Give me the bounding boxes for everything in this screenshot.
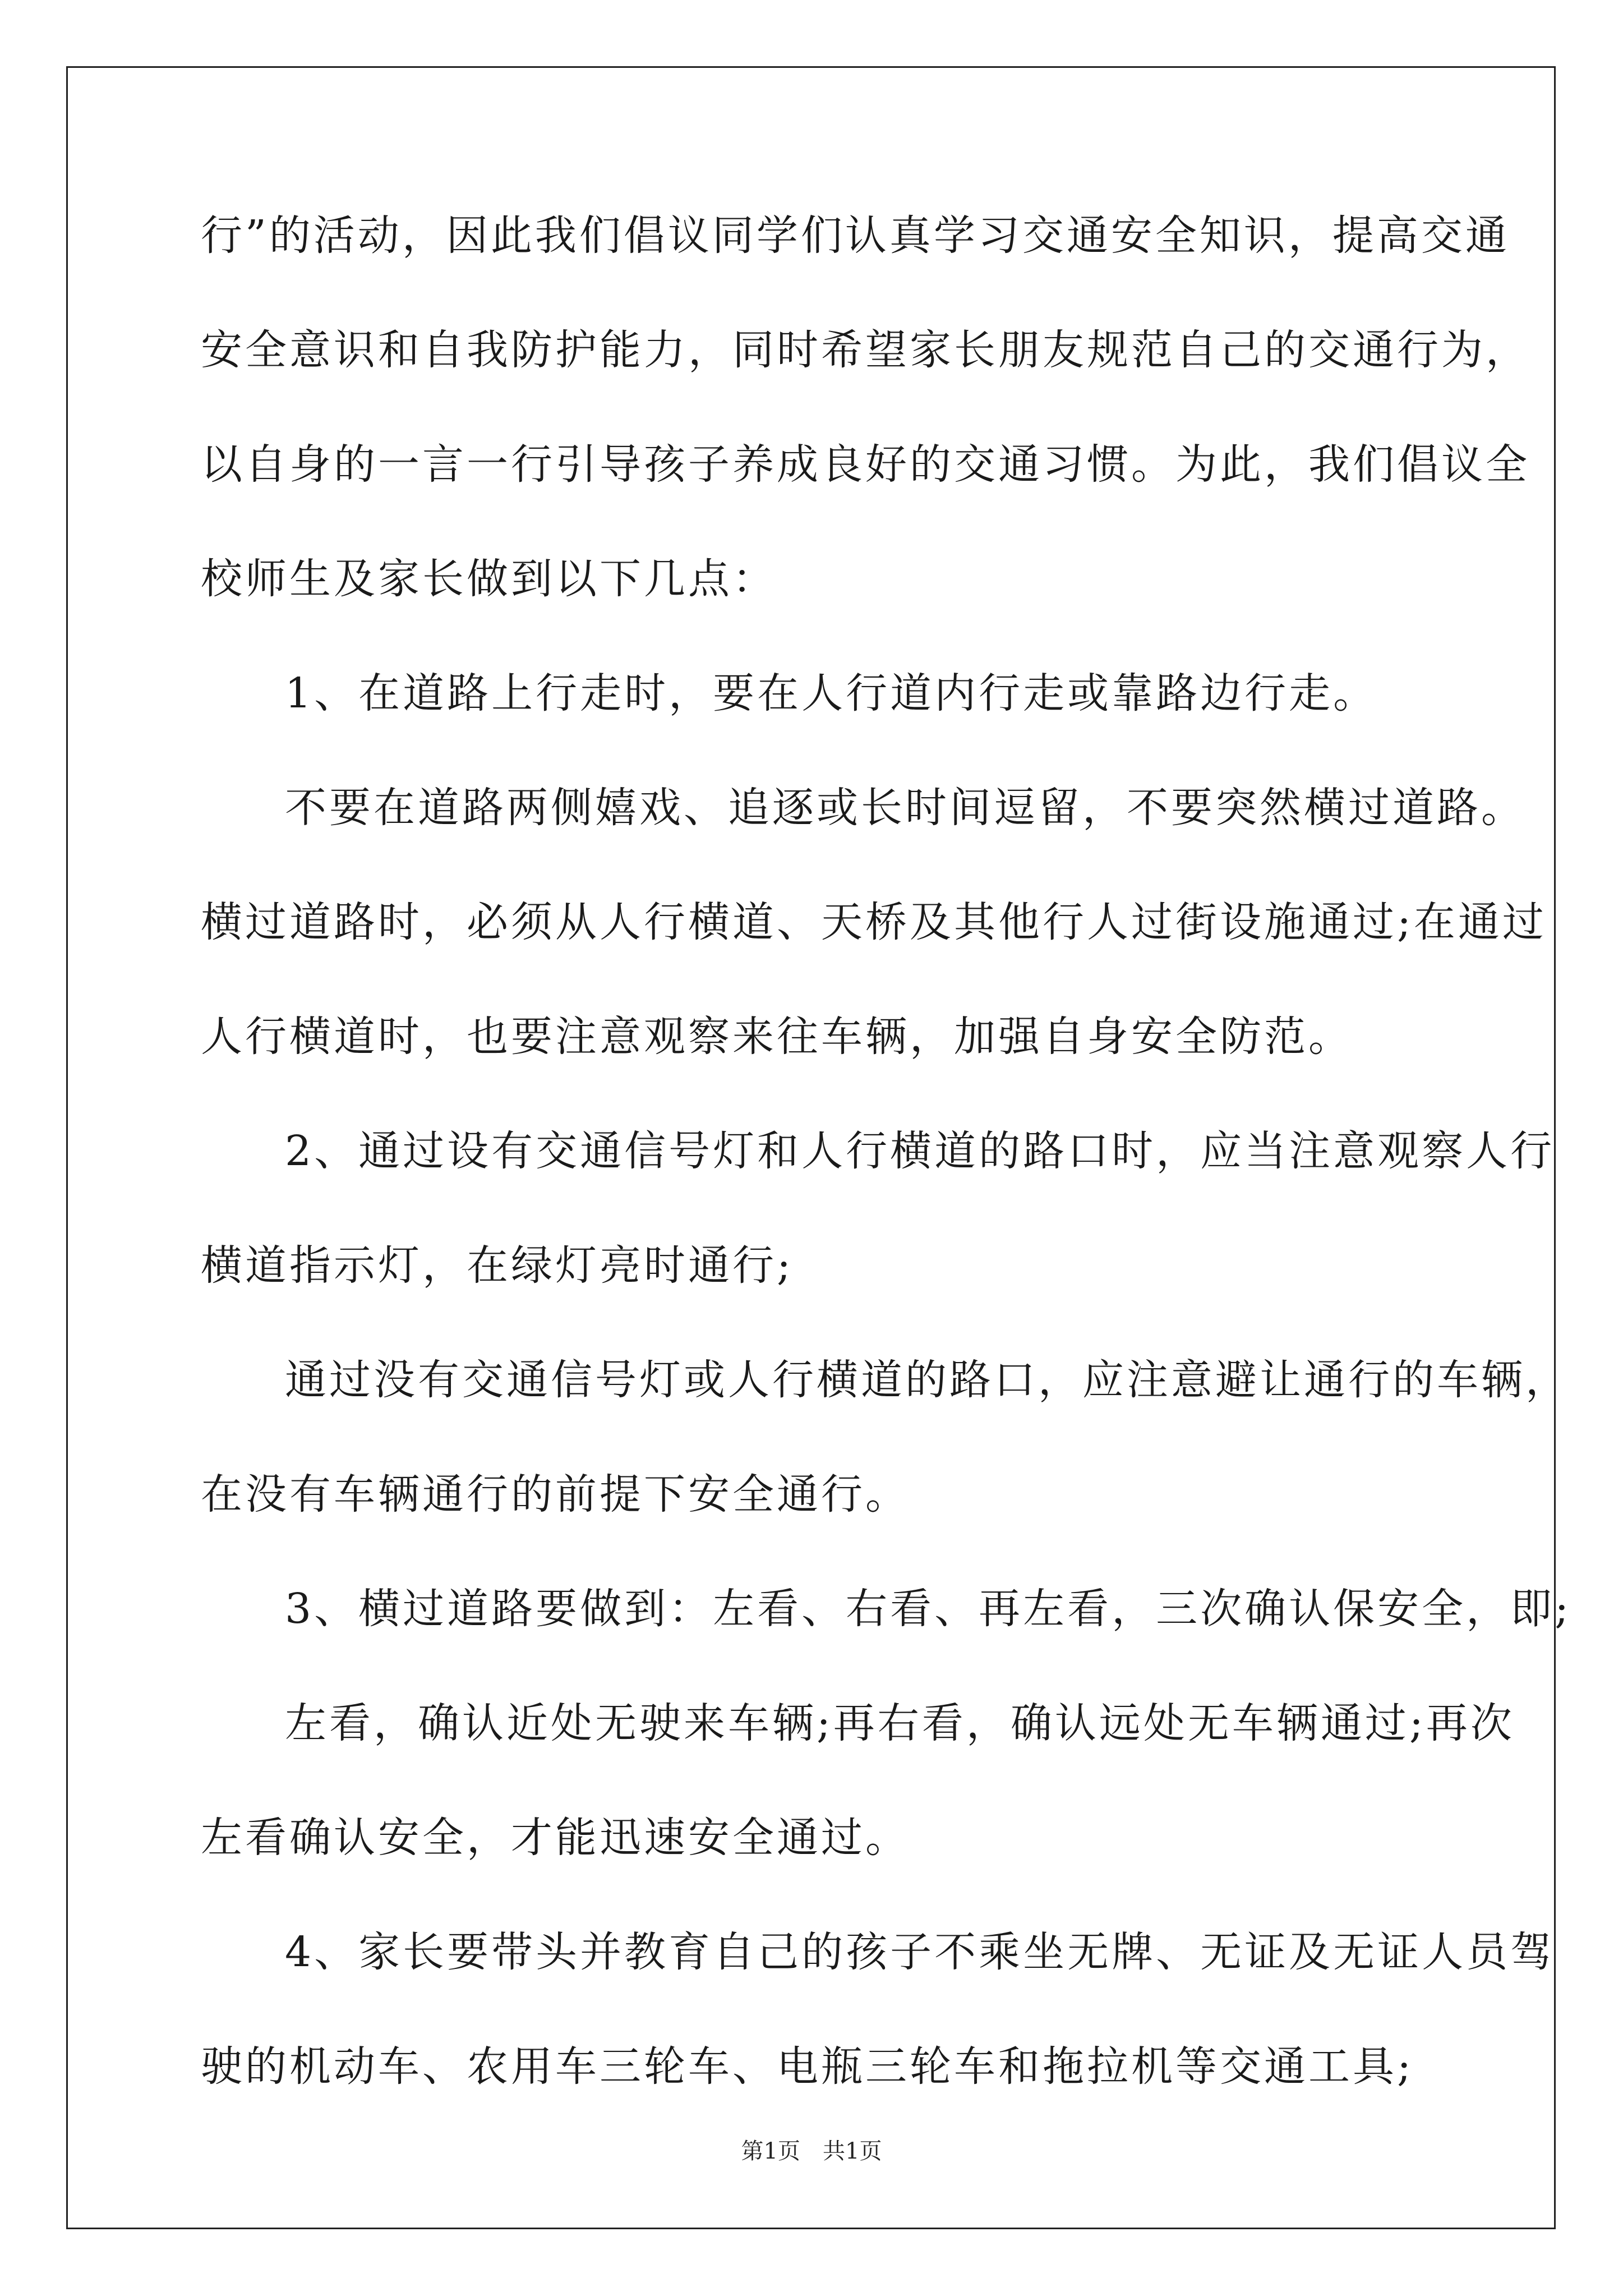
document-body [201,208,1572,2153]
text-line: 安全意识和自我防护能力，同时希望家长朋友规范自己的交通行为， [201,326,1530,374]
paragraph-start-line: 1、在道路上行走时，要在人行道内行走或靠路边行走。 [285,669,1378,717]
text-line: 行”的活动，因此我们倡议同学们认真学习交通安全知识，提高交通 [201,211,1510,260]
paragraph-start-line: 左看，确认近处无驶来车辆;再右看，确认远处无车辆通过;再次 [285,1699,1515,1747]
text-line: 驶的机动车、农用车三轮车、电瓶三轮车和拖拉机等交通工具; [201,2042,1414,2091]
text-line: 横过道路时，必须从人行横道、天桥及其他行人过街设施通过;在通过 [201,898,1547,946]
text-line: 横道指示灯，在绿灯亮时通行; [201,1241,794,1290]
paragraph-start-line: 3、横过道路要做到：左看、右看、再左看，三次确认保安全，即; [285,1585,1572,1633]
page-number-footer: 第1页 共1页 [741,2138,882,2164]
text-line: 在没有车辆通行的前提下安全通行。 [201,1470,910,1519]
paragraph-start-line: 2、通过设有交通信号灯和人行横道的路口时，应当注意观察人行 [285,1127,1555,1175]
text-line: 左看确认安全，才能迅速安全通过。 [201,1814,910,1862]
text-line: 人行横道时，也要注意观察来往车辆，加强自身安全防范。 [201,1013,1353,1061]
paragraph-start-line: 4、家长要带头并教育自己的孩子不乘坐无牌、无证及无证人员驾 [285,1928,1555,1976]
text-line: 校师生及家长做到以下几点： [201,555,777,603]
paragraph-start-line: 不要在道路两侧嬉戏、追逐或长时间逗留，不要突然横过道路。 [285,784,1525,832]
paragraph-start-line: 通过没有交通信号灯或人行横道的路口，应注意避让通行的车辆， [285,1356,1570,1404]
text-line: 以自身的一言一行引导孩子养成良好的交通习惯。为此，我们倡议全 [201,440,1530,489]
